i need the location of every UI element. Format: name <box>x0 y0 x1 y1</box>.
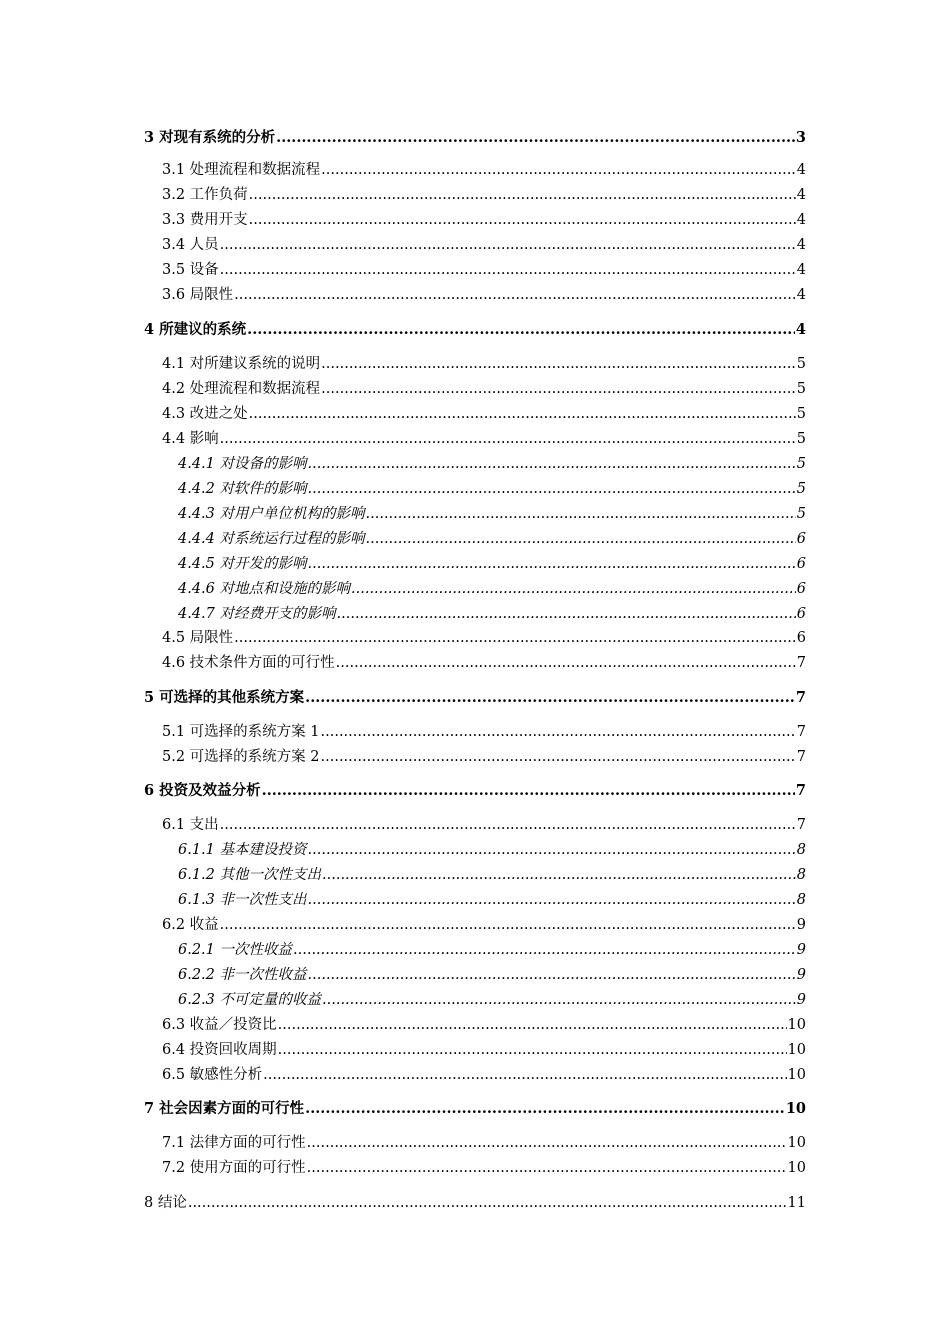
toc-entry-title: 3.5 设备 <box>162 262 219 278</box>
toc-entry-title: 4.4.5 对开发的影响 <box>178 556 307 572</box>
toc-dot-leader <box>322 865 796 885</box>
toc-entry[interactable] <box>144 579 806 599</box>
toc-entry[interactable] <box>144 320 806 340</box>
toc-entry-page: 10 <box>785 1100 806 1117</box>
toc-dot-leader <box>247 320 795 340</box>
toc-entry-title: 4.5 局限性 <box>162 630 234 646</box>
toc-dot-leader <box>188 1193 787 1213</box>
toc-entry[interactable] <box>144 185 806 205</box>
toc-entry-title: 5 可选择的其他系统方案 <box>144 689 305 706</box>
toc-entry-page: 5 <box>796 406 806 422</box>
toc-dot-leader <box>308 965 796 985</box>
toc-entry-page: 5 <box>796 356 806 372</box>
toc-dot-leader <box>337 604 796 624</box>
toc-entry[interactable] <box>144 915 806 935</box>
toc-entry-page: 6 <box>796 556 806 572</box>
toc-entry[interactable] <box>144 1040 806 1060</box>
toc-entry[interactable] <box>144 1133 806 1153</box>
toc-entry-title: 4 所建议的系统 <box>144 321 247 338</box>
toc-entry-title: 6 投资及效益分析 <box>144 782 261 799</box>
toc-dot-leader <box>308 479 796 499</box>
toc-entry-page: 10 <box>787 1067 806 1083</box>
toc-entry-title: 3.1 处理流程和数据流程 <box>162 162 321 178</box>
toc-entry-page: 3 <box>795 129 806 146</box>
toc-dot-leader <box>322 990 796 1010</box>
toc-dot-leader <box>307 1133 787 1153</box>
toc-dot-leader <box>308 890 796 910</box>
toc-entry[interactable] <box>144 479 806 499</box>
toc-dot-leader <box>305 1099 785 1119</box>
toc-dot-leader <box>307 1158 787 1178</box>
toc-dot-leader <box>249 210 796 230</box>
toc-dot-leader <box>263 1065 786 1085</box>
toc-dot-leader <box>305 688 795 708</box>
toc-entry-page: 5 <box>796 456 806 472</box>
toc-entry-page: 9 <box>796 967 806 983</box>
toc-entry[interactable] <box>144 865 806 885</box>
toc-dot-leader <box>276 128 795 148</box>
toc-entry-page: 10 <box>787 1042 806 1058</box>
toc-dot-leader <box>278 1040 787 1060</box>
toc-entry-page: 10 <box>787 1160 806 1176</box>
toc-entry-title: 7 社会因素方面的可行性 <box>144 1100 305 1117</box>
toc-entry-page: 7 <box>795 782 806 799</box>
toc-dot-leader <box>321 722 796 742</box>
toc-entry-title: 6.4 投资回收周期 <box>162 1042 277 1058</box>
toc-entry-title: 6.2.2 非一次性收益 <box>178 967 307 983</box>
toc-entry-page: 11 <box>787 1195 806 1211</box>
toc-entry[interactable] <box>144 554 806 574</box>
toc-entry-page: 6 <box>796 581 806 597</box>
toc-dot-leader <box>234 628 796 648</box>
toc-entry-title: 6.2.1 一次性收益 <box>178 942 293 958</box>
toc-entry[interactable] <box>144 781 806 801</box>
toc-entry[interactable] <box>144 285 806 305</box>
toc-entry-title: 6.2.3 不可定量的收益 <box>178 992 322 1008</box>
toc-entry-title: 5.2 可选择的系统方案 2 <box>162 749 320 765</box>
toc-entry-title: 4.4.6 对地点和设施的影响 <box>178 581 351 597</box>
toc-entry-title: 6.1.3 非一次性支出 <box>178 892 307 908</box>
toc-entry-page: 5 <box>796 431 806 447</box>
toc-entry[interactable] <box>144 653 806 673</box>
toc-entry-page: 4 <box>796 262 806 278</box>
toc-entry[interactable] <box>144 1099 806 1119</box>
toc-entry-title: 7.2 使用方面的可行性 <box>162 1160 306 1176</box>
toc-entry-page: 8 <box>796 892 806 908</box>
toc-entry[interactable] <box>144 235 806 255</box>
toc-dot-leader <box>321 354 796 374</box>
toc-entry-title: 4.4.2 对软件的影响 <box>178 481 307 497</box>
toc-entry-page: 5 <box>796 481 806 497</box>
toc-dot-leader <box>262 781 795 801</box>
toc-entry[interactable] <box>144 260 806 280</box>
toc-entry[interactable] <box>144 1158 806 1178</box>
toc-entry-title: 3 对现有系统的分析 <box>144 129 276 146</box>
toc-dot-leader <box>220 815 796 835</box>
toc-entry-title: 4.4.7 对经费开支的影响 <box>178 606 336 622</box>
toc-entry-title: 3.4 人员 <box>162 237 219 253</box>
toc-entry[interactable] <box>144 940 806 960</box>
toc-entry-page: 4 <box>796 162 806 178</box>
toc-entry-title: 4.4.3 对用户单位机构的影响 <box>178 506 365 522</box>
toc-entry[interactable] <box>144 722 806 742</box>
toc-dot-leader <box>308 454 796 474</box>
toc-entry[interactable] <box>144 688 806 708</box>
toc-entry-title: 8 结论 <box>144 1195 187 1211</box>
toc-entry-title: 4.4.4 对系统运行过程的影响 <box>178 531 365 547</box>
toc-entry-page: 7 <box>796 749 806 765</box>
toc-entry-page: 4 <box>795 321 806 338</box>
toc-entry-page: 4 <box>796 212 806 228</box>
toc-dot-leader <box>308 554 796 574</box>
toc-dot-leader <box>321 747 796 767</box>
toc-entry-title: 5.1 可选择的系统方案 1 <box>162 724 320 740</box>
toc-entry-page: 6 <box>796 630 806 646</box>
toc-dot-leader <box>220 429 796 449</box>
toc-entry[interactable] <box>144 815 806 835</box>
toc-dot-leader <box>351 579 796 599</box>
toc-entry-title: 6.1.1 基本建设投资 <box>178 842 307 858</box>
toc-entry-title: 3.3 费用开支 <box>162 212 248 228</box>
toc-entry-page: 6 <box>796 606 806 622</box>
toc-entry-page: 4 <box>796 237 806 253</box>
toc-entry[interactable] <box>144 990 806 1010</box>
toc-entry-page: 5 <box>796 381 806 397</box>
toc-dot-leader <box>366 504 796 524</box>
toc-entry-title: 4.2 处理流程和数据流程 <box>162 381 321 397</box>
toc-entry[interactable] <box>144 604 806 624</box>
toc-entry-title: 7.1 法律方面的可行性 <box>162 1135 306 1151</box>
toc-entry-page: 6 <box>796 531 806 547</box>
toc-entry[interactable] <box>144 354 806 374</box>
toc-entry-page: 9 <box>796 917 806 933</box>
toc-dot-leader <box>220 235 796 255</box>
toc-entry-page: 7 <box>796 655 806 671</box>
toc-entry-title: 3.6 局限性 <box>162 287 234 303</box>
toc-dot-leader <box>366 529 796 549</box>
toc-dot-leader <box>249 404 796 424</box>
toc-entry[interactable] <box>144 429 806 449</box>
toc-dot-leader <box>321 160 796 180</box>
toc-entry[interactable] <box>144 628 806 648</box>
toc-entry[interactable] <box>144 1193 806 1213</box>
toc-dot-leader <box>278 1015 787 1035</box>
toc-entry[interactable] <box>144 210 806 230</box>
toc-entry[interactable] <box>144 454 806 474</box>
toc-entry-page: 9 <box>796 942 806 958</box>
toc-dot-leader <box>293 940 796 960</box>
toc-entry-page: 7 <box>796 817 806 833</box>
toc-entry[interactable] <box>144 504 806 524</box>
toc-entry[interactable] <box>144 160 806 180</box>
toc-entry[interactable] <box>144 747 806 767</box>
toc-entry-title: 4.3 改进之处 <box>162 406 248 422</box>
toc-dot-leader <box>234 285 796 305</box>
toc-dot-leader <box>308 840 796 860</box>
toc-entry-title: 6.3 收益／投资比 <box>162 1017 277 1033</box>
toc-dot-leader <box>321 379 796 399</box>
toc-entry-title: 3.2 工作负荷 <box>162 187 248 203</box>
toc-entry[interactable] <box>144 965 806 985</box>
toc-entry-page: 8 <box>796 842 806 858</box>
toc-entry-title: 4.4.1 对设备的影响 <box>178 456 307 472</box>
toc-entry-title: 4.4 影响 <box>162 431 219 447</box>
toc-dot-leader <box>220 915 796 935</box>
toc-entry-title: 6.2 收益 <box>162 917 219 933</box>
toc-entry-title: 4.6 技术条件方面的可行性 <box>162 655 335 671</box>
toc-entry-title: 4.1 对所建议系统的说明 <box>162 356 321 372</box>
toc-entry[interactable] <box>144 379 806 399</box>
toc-entry-page: 10 <box>787 1017 806 1033</box>
toc-entry[interactable] <box>144 404 806 424</box>
toc-entry-page: 7 <box>795 689 806 706</box>
toc-entry-title: 6.5 敏感性分析 <box>162 1067 263 1083</box>
toc-entry[interactable] <box>144 529 806 549</box>
toc-entry-page: 9 <box>796 992 806 1008</box>
toc-dot-leader <box>336 653 796 673</box>
toc-entry[interactable] <box>144 840 806 860</box>
toc-dot-leader <box>220 260 796 280</box>
toc-entry-title: 6.1 支出 <box>162 817 219 833</box>
toc-entry-page: 5 <box>796 506 806 522</box>
toc-entry-page: 4 <box>796 287 806 303</box>
toc-entry[interactable] <box>144 890 806 910</box>
toc-entry[interactable] <box>144 1065 806 1085</box>
toc-entry[interactable] <box>144 1015 806 1035</box>
toc-entry-page: 7 <box>796 724 806 740</box>
toc-entry-title: 6.1.2 其他一次性支出 <box>178 867 322 883</box>
toc-entry-page: 10 <box>787 1135 806 1151</box>
toc-entry[interactable] <box>144 128 806 148</box>
toc-entry-page: 4 <box>796 187 806 203</box>
toc-dot-leader <box>249 185 796 205</box>
toc-entry-page: 8 <box>796 867 806 883</box>
